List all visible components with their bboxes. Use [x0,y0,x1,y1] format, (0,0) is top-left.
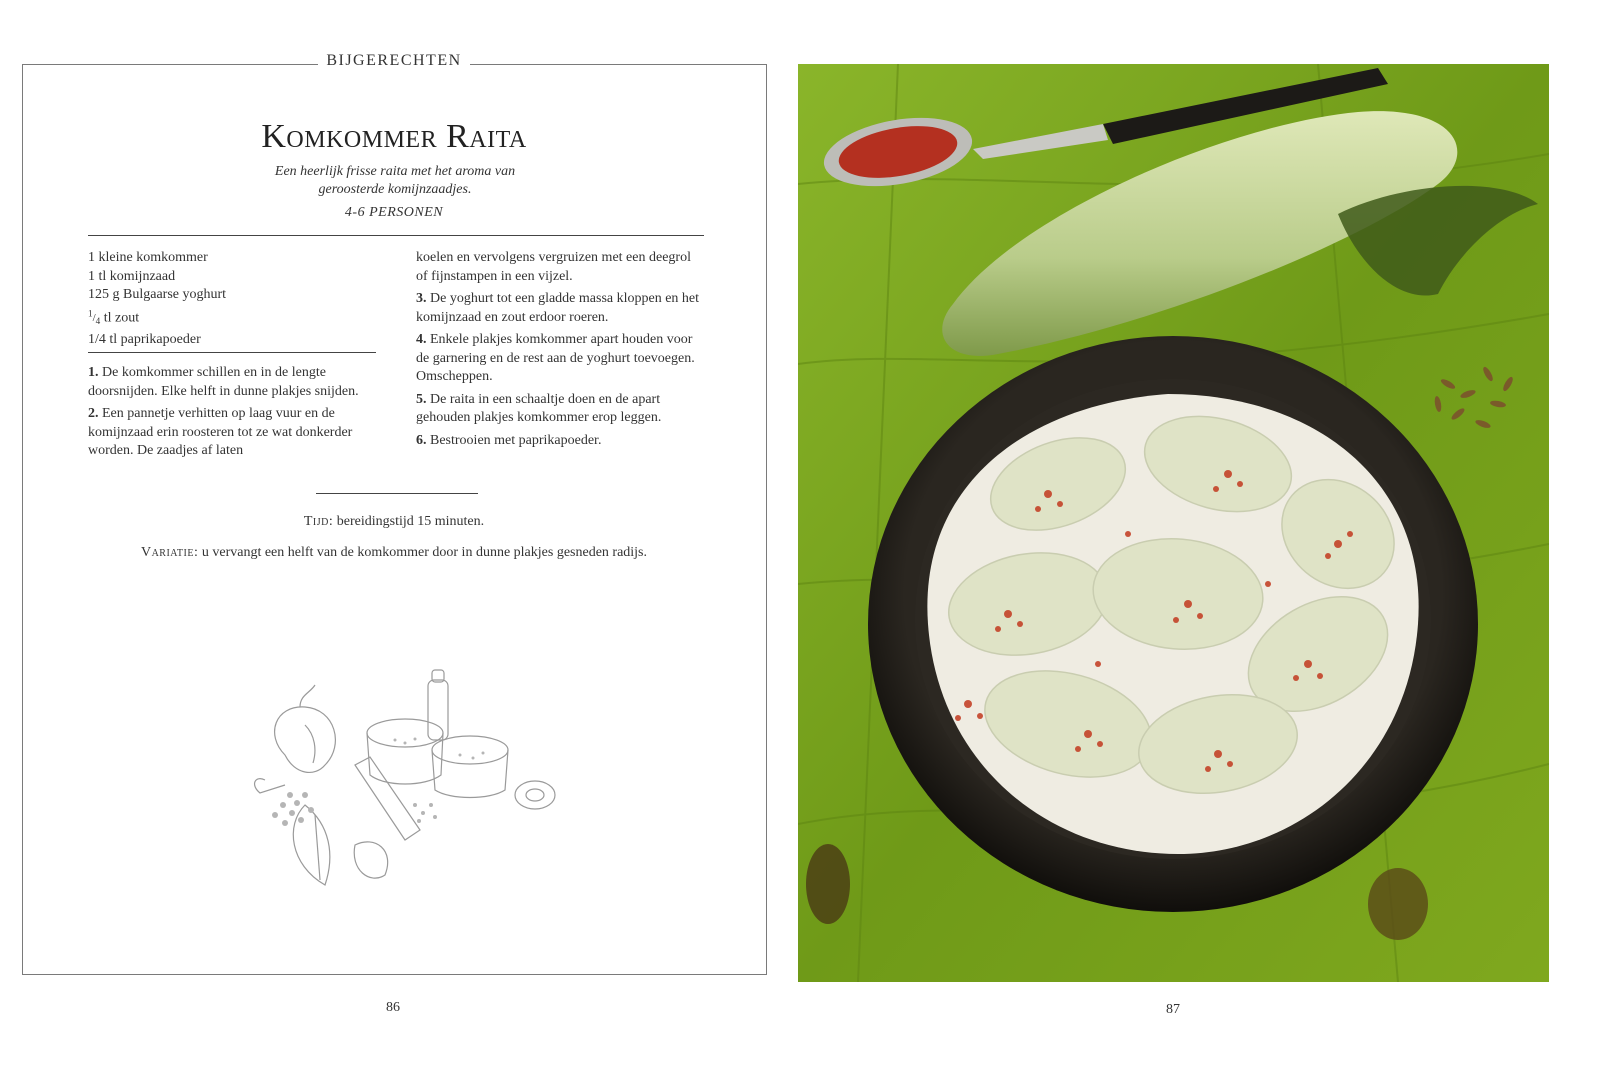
fraction-denominator: 4 [95,316,101,327]
spice-illustration [245,665,565,910]
step-item [416,432,706,451]
step-number: 2. [88,406,99,421]
ingredient-item: 125 g Bulgaarse yoghurt [88,287,227,302]
ingredient-text: tl zout [103,310,140,326]
step-text: De komkommer schillen en in de lengte doorsnijden. Elke helft in dunne plakjes snijden. [88,365,359,399]
step-text: Een pannetje verhitten op laag vuur en de komijnzaad erin roosteren tot ze wat donkerder worden. De zaadjes af laten [88,406,353,458]
ingredient-item: 1/4 tl paprikapoeder [88,331,201,347]
step-item [416,290,706,327]
recipe-subtitle: Een heerlijk frisse raita met het aroma van geroosterde komijnzaadjes. [274,164,516,197]
prep-time-label: Tijd: [303,514,334,529]
page-number-left: 86 [386,1000,400,1015]
prep-time [0,514,788,530]
variation-label: Variatie: [140,545,199,560]
step-item [416,331,706,387]
prep-time-text: bereidingstijd 15 minuten. [336,514,485,529]
step-text: De yoghurt tot een gladde massa kloppen en het komijnzaad en zout erdoor roeren. [416,291,700,325]
ingredient-item [88,305,378,331]
step-text: De raita in een schaaltje doen en de apart gehouden plakjes komkommer erop leggen. [416,391,662,425]
fraction-numerator: 1 [88,308,93,319]
step-number: 4. [416,332,427,347]
step-number: 3. [416,291,427,306]
ingredient-item: 1 kleine komkommer [88,250,208,265]
recipe-servings: 4-6 PERSONEN [344,205,444,220]
step-number: 5. [416,391,427,407]
variation-note [0,545,788,561]
step-number: 6. [416,432,427,448]
step-item [88,364,378,401]
steps-column-left [88,364,378,465]
divider-bottom [316,493,478,494]
ingredients-list [88,249,378,349]
steps-column-right [416,249,706,454]
step-item [416,391,706,428]
raita-photo-art [798,64,1549,982]
step-number: 1. [88,365,99,380]
variation-text: u vervangt een helft van de komkommer door in dunne plakjes gesneden radijs. [201,545,648,560]
step-continuation: koelen en vervolgens vergruizen met een deegrol of fijnstampen in een vijzel. [416,250,691,284]
page-number-right: 87 [1166,1002,1180,1017]
step-text: Bestrooien met paprikapoeder. [430,432,602,448]
section-header-text: BIJGERECHTEN [318,52,469,69]
section-header [0,52,788,70]
divider-ingredients [88,352,376,353]
fraction: $^1/_4$ [88,308,101,327]
ingredient-item: 1 tl komijnzaad [88,268,176,284]
step-text: Enkele plakjes komkommer apart houden voor de garnering en de rest aan de yoghurt toevoegen. Omscheppen. [416,332,695,384]
raita-photo [798,64,1549,982]
step-item [88,405,378,461]
divider-top [88,235,704,236]
recipe-title: Komkommer Raita [261,118,527,155]
